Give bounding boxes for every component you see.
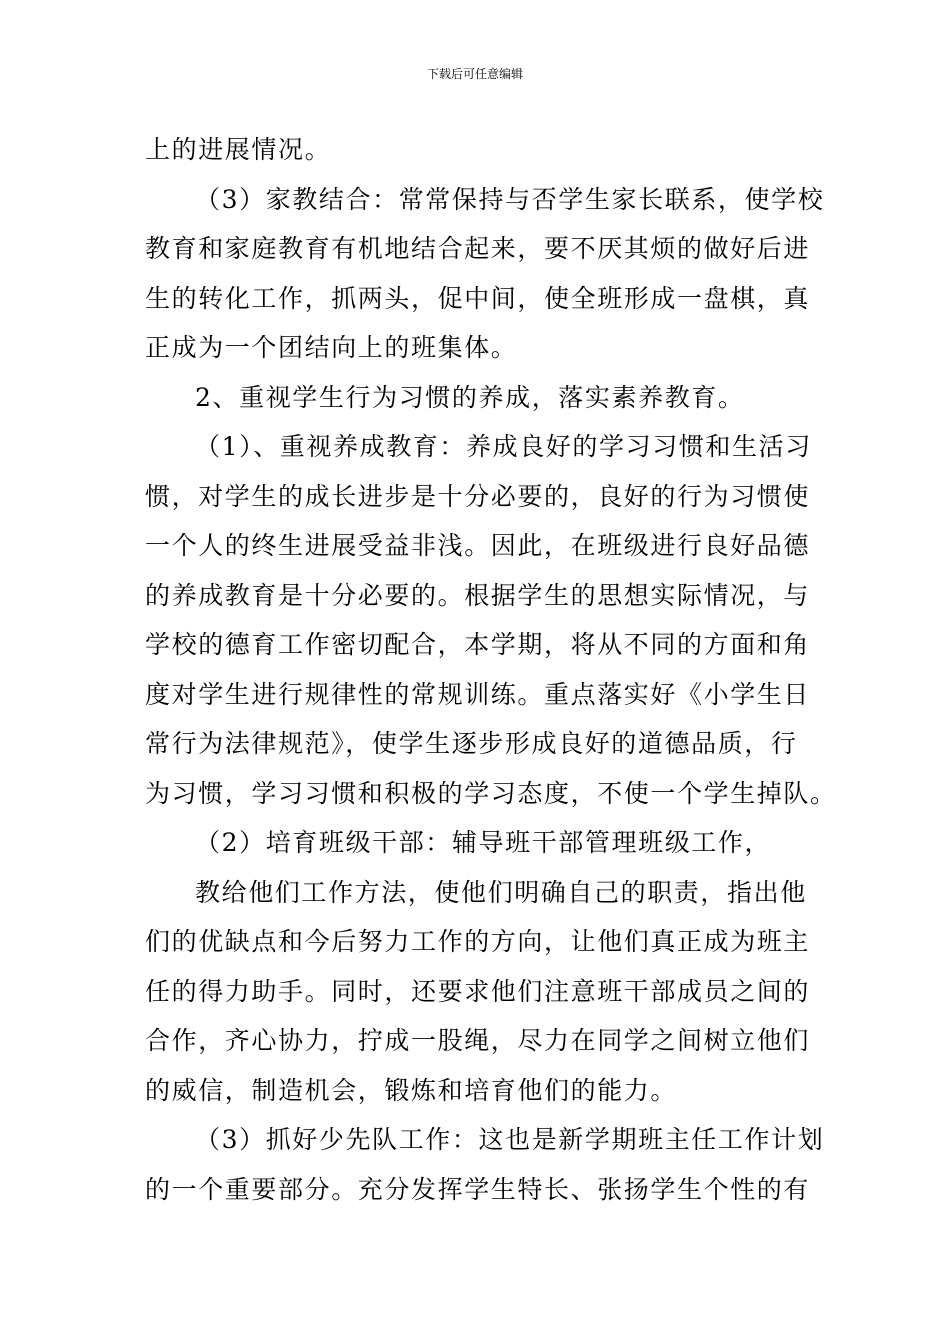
text-line: 惯，对学生的成长进步是十分必要的，良好的行为习惯使: [145, 481, 811, 511]
text-line: 一个人的终生进展受益非浅。因此，在班级进行良好品德: [145, 531, 811, 560]
text-line: （3）抓好少先队工作：这也是新学期班主任工作计划: [195, 1125, 825, 1154]
text-line: 常行为法律规范》，使学生逐步形成良好的道德品质，行: [145, 729, 798, 758]
text-line: 的养成教育是十分必要的。根据学生的思想实际情况，与: [145, 580, 811, 610]
text-line: （3）家教结合：常常保持与否学生家长联系，使学校: [195, 184, 825, 214]
text-line: 2、重视学生行为习惯的养成，落实素养教育。: [195, 382, 745, 412]
page-header-note: 下载后可任意编辑: [426, 67, 523, 81]
text-line: 为习惯，学习习惯和积极的学习态度，不使一个学生掉队。: [145, 778, 837, 808]
text-line: 上的进展情况。: [145, 135, 332, 164]
text-line: （2）培育班级干部：辅导班干部管理班级工作，: [195, 828, 772, 857]
text-line: 的一个重要部分。充分发挥学生特长、张扬学生个性的有: [145, 1174, 811, 1204]
text-line: 任的得力助手。同时，还要求他们注意班干部成员之间的: [145, 976, 811, 1006]
text-line: 正成为一个团结向上的班集体。: [145, 333, 518, 362]
text-line: 们的优缺点和今后努力工作的方向，让他们真正成为班主: [145, 927, 811, 956]
text-line: （1）、重视养成教育：养成良好的学习习惯和生活习: [195, 432, 812, 461]
document-body: [145, 125, 837, 1214]
text-line: 合作，齐心协力，拧成一股绳，尽力在同学之间树立他们: [145, 1026, 811, 1055]
text-line: 教给他们工作方法，使他们明确自己的职责，指出他: [195, 877, 807, 907]
text-line: 教育和家庭教育有机地结合起来，要不厌其烦的做好后进: [145, 234, 811, 263]
text-line: 度对学生进行规律性的常规训练。重点落实好《小学生日: [145, 679, 811, 709]
text-line: 学校的德育工作密切配合，本学期，将从不同的方面和角: [145, 630, 811, 659]
text-line: 生的转化工作，抓两头，促中间，使全班形成一盘棋，真: [145, 283, 811, 313]
text-line: 的威信，制造机会，锻炼和培育他们的能力。: [145, 1075, 678, 1105]
